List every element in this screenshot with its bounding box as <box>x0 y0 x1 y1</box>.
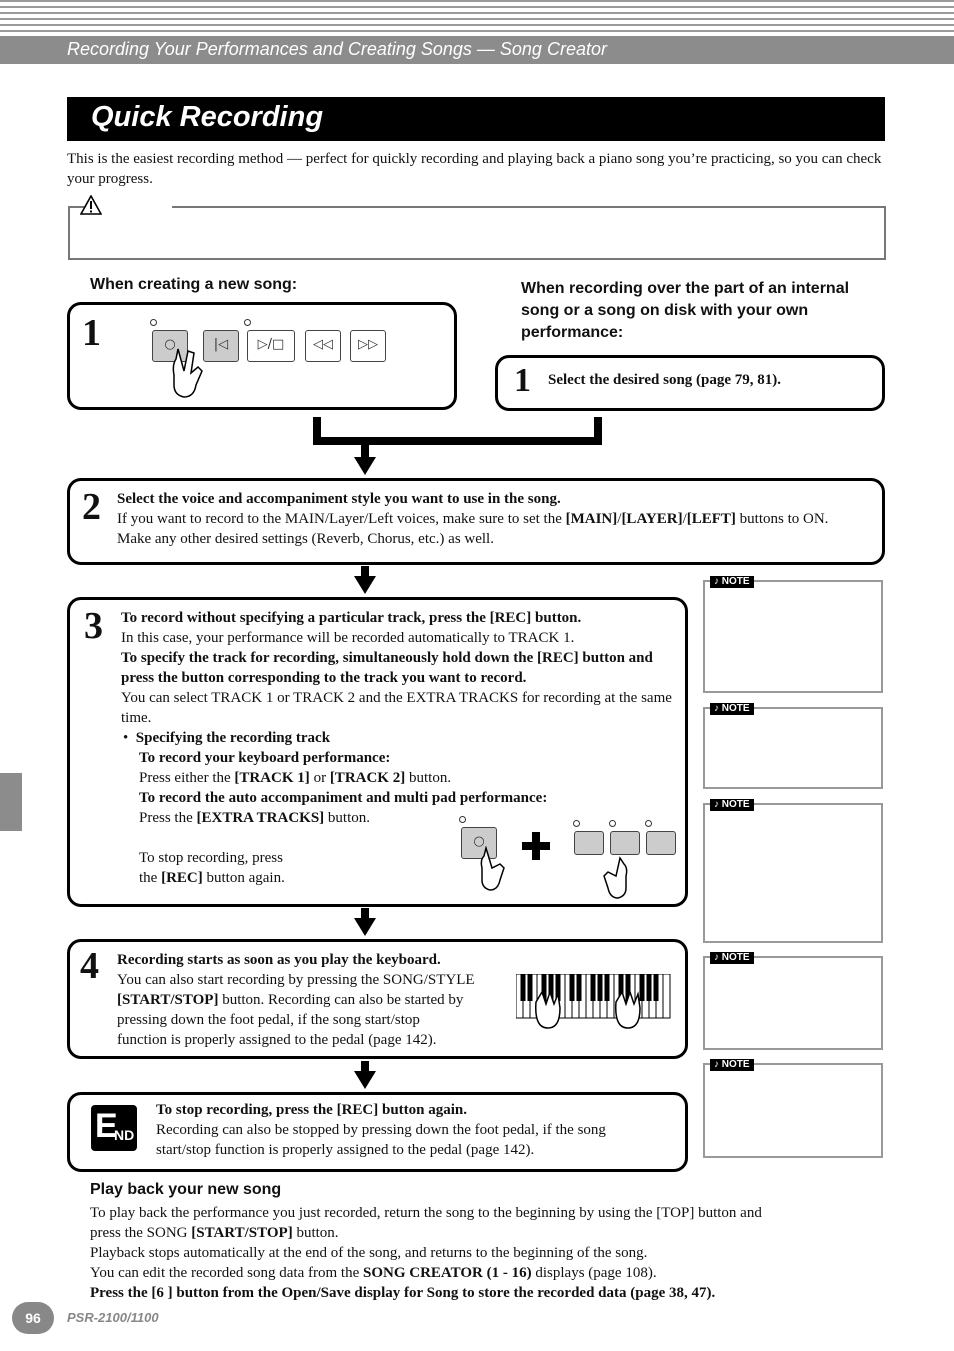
end-step-line2: Recording can also be stopped by pressing down the foot pedal, if the song <box>156 1122 606 1138</box>
step3-sub1-heading: To record your keyboard performance: <box>139 750 391 766</box>
step2-line2: If you want to record to the MAIN/Layer/Left voices, make sure to set the [MAIN]/[LAYER]/[LEFT] buttons to ON. <box>117 511 829 527</box>
step3-stop-line2: the [REC] button again. <box>139 870 285 886</box>
model-name: PSR-2100/1100 <box>67 1310 159 1325</box>
pressing-hand-icon-2 <box>478 846 514 894</box>
step4-line2: You can also start recording by pressing the SONG/STYLE <box>117 972 475 988</box>
step2-number: 2 <box>82 486 101 528</box>
fast-forward-button[interactable] <box>350 330 386 362</box>
track1-led <box>573 820 580 827</box>
end-step-line3: start/stop function is properly assigned to the pedal (page 142). <box>156 1142 535 1158</box>
playback-line2: press the SONG [START/STOP] button. <box>90 1225 339 1241</box>
pressing-hand-icon-3 <box>594 856 630 902</box>
playback-line1: To play back the performance you just recorded, return the song to the beginning by using the [TOP] button and <box>90 1205 762 1221</box>
extra-tracks-button <box>646 831 676 855</box>
running-header <box>0 36 954 64</box>
keyboard-illustration <box>516 974 672 1044</box>
caution-box-top-right <box>172 206 884 208</box>
playback-line4: You can edit the recorded song data from the SONG CREATOR (1 - 16) displays (page 108). <box>90 1265 657 1281</box>
rewind-icon: ◁◁ <box>313 337 333 352</box>
step3-stop-line1: To stop recording, press <box>139 850 283 866</box>
playing-hand-icon <box>536 992 560 1028</box>
step1-left-number: 1 <box>82 312 101 354</box>
note-label-5: ♪ NOTE <box>710 1059 754 1071</box>
note-box-2 <box>703 707 883 789</box>
playback-body <box>90 1203 890 1303</box>
step2-line3: Make any other desired settings (Reverb, Chorus, etc.) as well. <box>117 531 494 547</box>
step1-right-box <box>495 355 885 411</box>
black-key <box>577 974 582 1001</box>
side-tab <box>0 773 22 831</box>
playback-line5: Press the [6 ] button from the Open/Save display for Song to store the recorded data (page 38, 47). <box>90 1285 716 1301</box>
step3-line3: To specify the track for recording, simultaneously hold down the [REC] button and press the button corresponding to the track you want to record. <box>121 650 653 686</box>
step3-number: 3 <box>84 605 103 647</box>
flow-arrow-2 <box>354 576 376 594</box>
flow-arrow-4 <box>354 1071 376 1089</box>
running-title: Recording Your Performances and Creating Songs — Song Creator <box>67 39 607 59</box>
note-box-1 <box>703 580 883 693</box>
playback-heading: Play back your new song <box>90 1181 282 1198</box>
step4-line4: pressing down the foot pedal, if the song start/stop <box>117 1012 420 1028</box>
section-title: Quick Recording <box>91 101 324 133</box>
step2-box <box>67 478 885 565</box>
track2-led <box>609 820 616 827</box>
start-stop-button[interactable] <box>247 330 295 362</box>
track1-button <box>574 831 604 855</box>
step3-sub2-text: Press the [EXTRA TRACKS] button. <box>139 810 371 826</box>
step4-box <box>67 939 688 1059</box>
playback-line3: Playback stops automatically at the end of the song, and returns to the beginning of the song. <box>90 1245 648 1261</box>
note-label-3: ♪ NOTE <box>710 799 754 811</box>
step3-line1: To record without specifying a particular track, press the [REC] button. <box>121 610 582 626</box>
intro-paragraph: This is the easiest recording method — perfect for quickly recording and playing back a piano song you’re practicing, so you can check your progress. <box>67 151 882 187</box>
right-branch-heading: When recording over the part of an internal song or a song on disk with your own performance: <box>521 280 850 341</box>
start-stop-icon: ▷/□ <box>257 337 285 352</box>
rewind-button[interactable] <box>305 330 341 362</box>
rec-icon-2: ○ <box>473 834 485 849</box>
black-key <box>591 974 596 1001</box>
rec-led <box>150 319 157 326</box>
step3-bullet: • Specifying the recording track <box>123 730 331 746</box>
merge-connector <box>313 417 602 445</box>
step3-line2: In this case, your performance will be recorded automatically to TRACK 1. <box>121 630 575 646</box>
step1-left-box <box>67 302 457 410</box>
track2-button <box>610 831 640 855</box>
end-icon: E ND <box>91 1105 137 1151</box>
end-step-box <box>67 1092 688 1172</box>
arrow-stem-1 <box>361 443 369 457</box>
black-key <box>570 974 575 1001</box>
flow-arrow-3 <box>354 918 376 936</box>
flow-arrow-1 <box>354 457 376 475</box>
step2-heading: Select the voice and accompaniment style you want to use in the song. <box>117 491 561 507</box>
fast-forward-icon: ▷▷ <box>358 337 378 352</box>
note-box-5 <box>703 1063 883 1158</box>
note-label-1: ♪ NOTE <box>710 576 754 588</box>
step4-number: 4 <box>80 945 99 987</box>
rec-led-2 <box>459 816 466 823</box>
step3-box <box>67 597 688 907</box>
step4-line1: Recording starts as soon as you play the keyboard. <box>117 952 441 968</box>
black-key <box>528 974 533 1001</box>
rec-icon: ○ <box>164 337 176 352</box>
step1-right-number: 1 <box>514 362 531 399</box>
extra-tracks-led <box>645 820 652 827</box>
black-key <box>521 974 526 1001</box>
plus-icon <box>522 832 550 860</box>
note-label-2: ♪ NOTE <box>710 703 754 715</box>
header-stripes <box>0 0 954 36</box>
note-box-4 <box>703 956 883 1050</box>
step3-line4: You can select TRACK 1 or TRACK 2 and the EXTRA TRACKS for recording at the same time. <box>121 690 672 726</box>
playing-hand-icon <box>616 992 640 1028</box>
end-step-line1: To stop recording, press the [REC] button again. <box>156 1102 468 1118</box>
step3-sub2-heading: To record the auto accompaniment and multi pad performance: <box>139 790 548 806</box>
black-key <box>605 974 610 1001</box>
note-box-3 <box>703 803 883 943</box>
pressing-hand-icon <box>168 345 214 401</box>
black-key <box>640 974 645 1001</box>
black-key <box>598 974 603 1001</box>
top-icon: |◁ <box>213 337 229 352</box>
step4-line5: function is properly assigned to the pedal (page 142). <box>117 1032 437 1048</box>
step3-sub1-text: Press either the [TRACK 1] or [TRACK 2] button. <box>139 770 452 786</box>
left-branch-heading: When creating a new song: <box>90 276 298 293</box>
white-key <box>663 974 670 1018</box>
black-key <box>647 974 652 1001</box>
caution-icon <box>80 195 102 215</box>
caution-box <box>68 206 886 260</box>
step4-line3: [START/STOP] button. Recording can also be started by <box>117 992 464 1008</box>
top-led <box>244 319 251 326</box>
page-number: 96 <box>12 1302 54 1334</box>
step1-right-text: Select the desired song (page 79, 81). <box>548 372 782 388</box>
section-title-bar <box>67 97 885 141</box>
note-label-4: ♪ NOTE <box>710 952 754 964</box>
black-key <box>654 974 659 1001</box>
